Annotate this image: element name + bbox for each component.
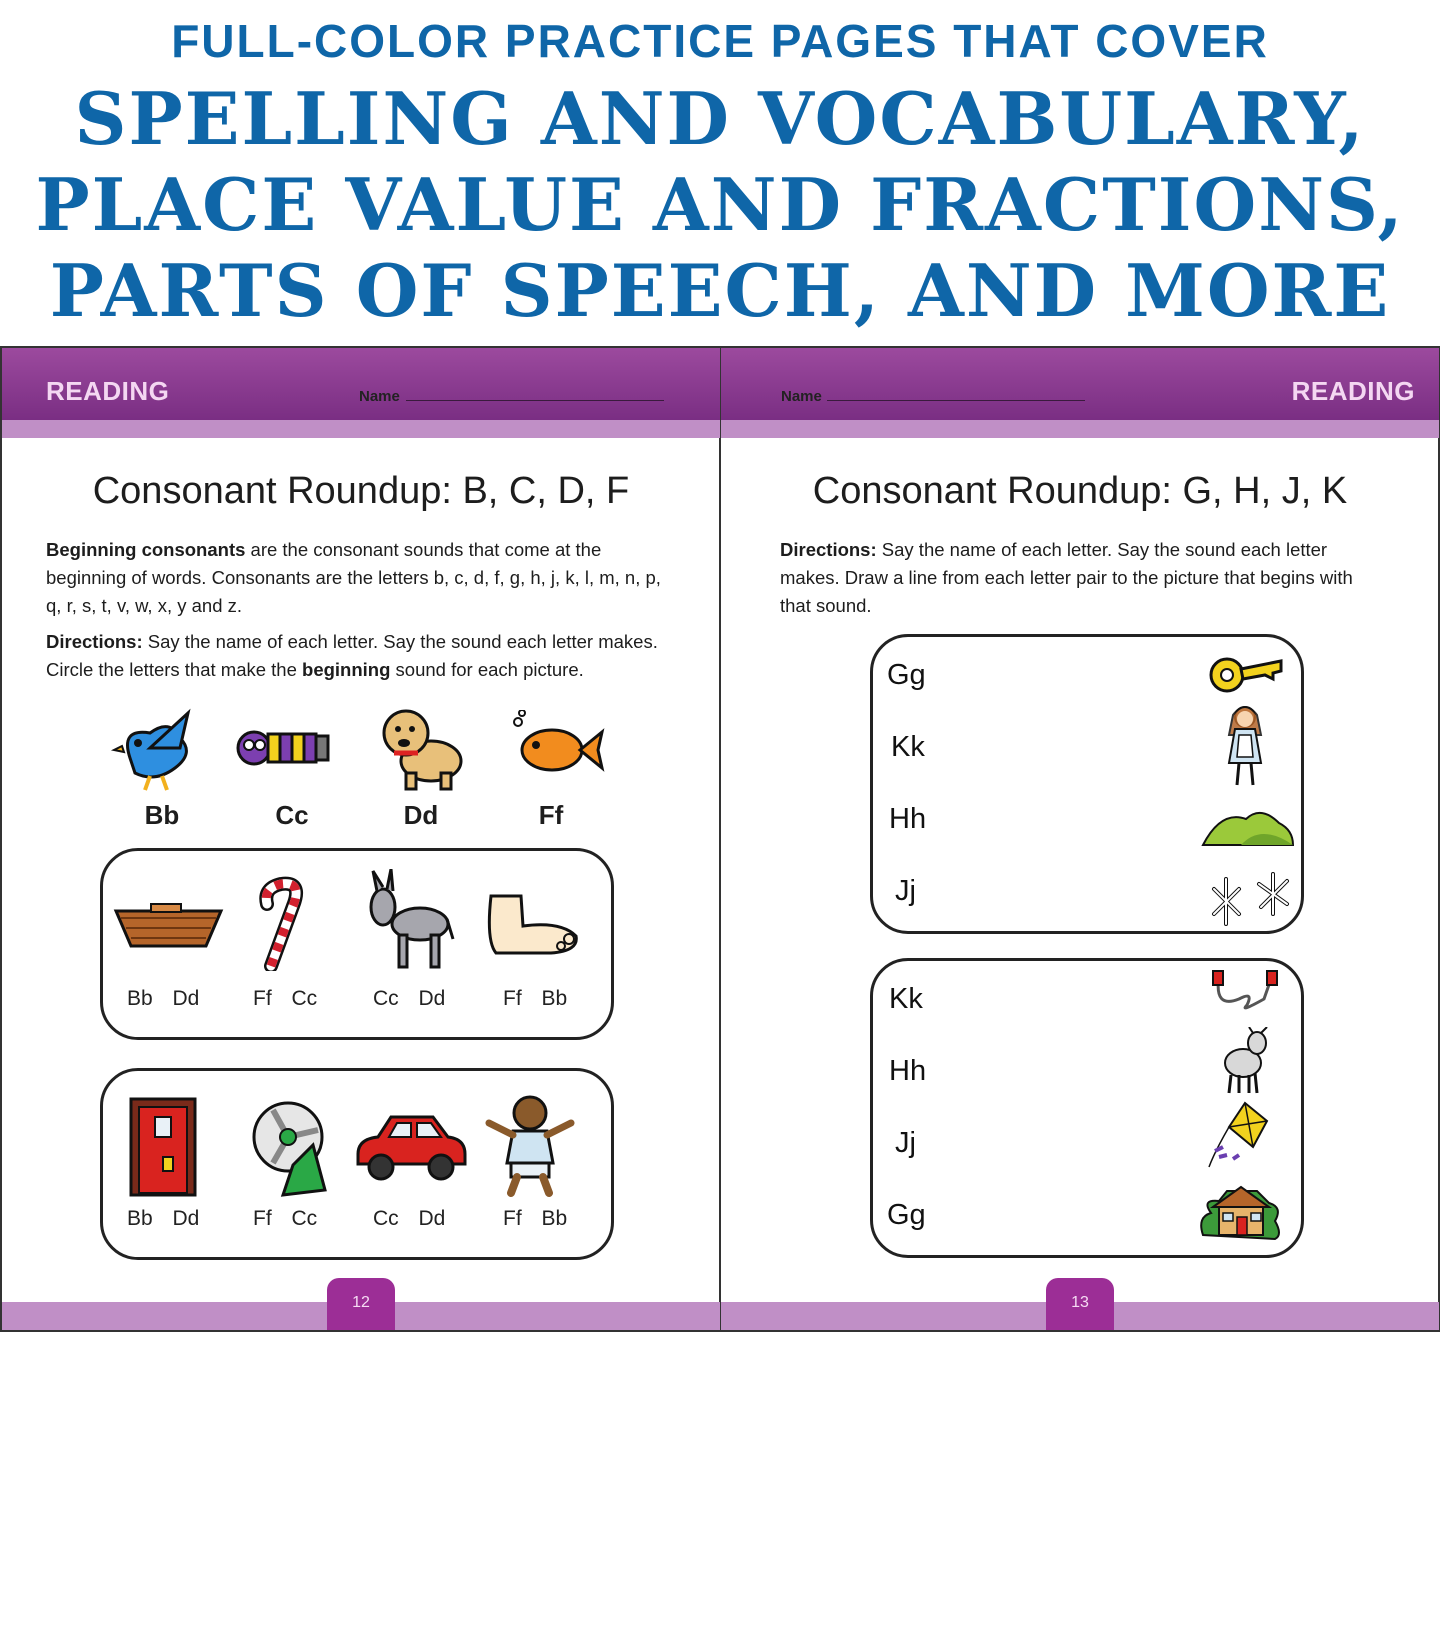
fan-picture bbox=[243, 1095, 338, 1200]
headline-line-2: PLACE VALUE AND FRACTIONS, bbox=[35, 162, 1405, 247]
boy-picture bbox=[483, 1093, 578, 1198]
directions-bold: Directions: bbox=[46, 631, 143, 652]
directions-text-2c: sound for each picture. bbox=[390, 659, 584, 680]
kite-picture[interactable] bbox=[1205, 1101, 1275, 1171]
key-picture[interactable] bbox=[1209, 647, 1284, 697]
letter-hh[interactable]: Hh bbox=[889, 1055, 927, 1087]
house-picture[interactable] bbox=[1197, 1177, 1282, 1242]
boy-icon bbox=[483, 1093, 578, 1198]
key-label-bb: Bb bbox=[144, 800, 180, 830]
dog-icon bbox=[376, 703, 471, 793]
intro-text-line-2: beginning of words. Consonants are the letters b, c, d, f, g, h, j, k, l, m, n, p, bbox=[46, 567, 661, 588]
goat-picture[interactable] bbox=[1213, 1027, 1273, 1097]
door-icon bbox=[127, 1097, 199, 1197]
choice-candy-cane[interactable]: Ff Cc bbox=[253, 987, 318, 1010]
foot-picture bbox=[481, 891, 581, 961]
directions-text: Say the name of each letter. Say the sound each letter bbox=[876, 539, 1328, 560]
car-picture bbox=[353, 1109, 468, 1184]
jump-rope-picture[interactable] bbox=[1209, 969, 1279, 1014]
boat-icon bbox=[111, 896, 226, 956]
choice-boat[interactable]: Bb Dd bbox=[127, 987, 200, 1010]
page-title: Consonant Roundup: B, C, D, F bbox=[92, 470, 630, 512]
dog-picture bbox=[376, 703, 471, 793]
jacks-icon bbox=[1199, 869, 1299, 929]
section-label: READING bbox=[46, 376, 170, 406]
intro-text: are the consonant sounds that come at the bbox=[245, 539, 602, 560]
jump-rope-icon bbox=[1209, 969, 1279, 1014]
directions-bold: Directions: bbox=[780, 539, 877, 560]
page-header-band bbox=[2, 420, 720, 438]
choice-fan[interactable]: Ff Cc bbox=[253, 1207, 318, 1230]
intro-paragraph bbox=[46, 536, 696, 620]
key-label-dd: Dd bbox=[403, 800, 439, 830]
jacks-picture[interactable] bbox=[1199, 869, 1299, 929]
directions-text-2a: Circle the letters that make the bbox=[46, 659, 303, 680]
name-line[interactable] bbox=[827, 400, 1085, 401]
name-label: Name bbox=[781, 388, 822, 405]
page-header-band bbox=[721, 420, 1439, 438]
fan-icon bbox=[243, 1095, 338, 1200]
directions-bold-beginning: beginning bbox=[302, 659, 391, 680]
house-icon bbox=[1197, 1177, 1282, 1242]
directions-text: Say the name of each letter. Say the sound each letter makes. bbox=[142, 631, 658, 652]
section-label: READING bbox=[1291, 376, 1415, 406]
candy-cane-picture bbox=[253, 876, 318, 971]
exercise-box-1 bbox=[100, 848, 614, 1040]
key-label-ff: Ff bbox=[538, 800, 564, 830]
name-label: Name bbox=[359, 388, 400, 405]
fish-picture bbox=[510, 710, 605, 785]
page-number: 13 bbox=[1046, 1278, 1114, 1330]
exercise-box-2 bbox=[100, 1068, 614, 1260]
fish-icon bbox=[510, 710, 605, 785]
workbook-spread bbox=[0, 346, 1440, 1332]
left-page bbox=[2, 348, 720, 1330]
girl-picture[interactable] bbox=[1223, 705, 1268, 790]
door-picture bbox=[127, 1097, 199, 1197]
bird-icon bbox=[110, 708, 200, 793]
intro-text-line-3: q, r, s, t, v, w, x, y and z. bbox=[46, 595, 243, 616]
candy-cane-icon bbox=[253, 876, 318, 971]
letter-jj[interactable]: Jj bbox=[895, 875, 916, 907]
matching-box-1 bbox=[870, 634, 1304, 934]
directions-text-line-2: makes. Draw a line from each letter pair to the picture that begins with bbox=[780, 567, 1353, 588]
choice-door[interactable]: Bb Dd bbox=[127, 1207, 200, 1230]
letter-gg[interactable]: Gg bbox=[887, 1199, 926, 1231]
right-page bbox=[721, 348, 1439, 1330]
directions-paragraph bbox=[780, 536, 1400, 620]
key-label-cc: Cc bbox=[275, 800, 309, 830]
choice-boy[interactable]: Ff Bb bbox=[503, 1207, 568, 1230]
choice-foot[interactable]: Ff Bb bbox=[503, 987, 568, 1010]
page-title: Consonant Roundup: G, H, J, K bbox=[812, 470, 1348, 512]
intro-bold: Beginning consonants bbox=[46, 539, 246, 560]
headline-kicker: FULL-COLOR PRACTICE PAGES THAT COVER bbox=[171, 15, 1269, 67]
boat-picture bbox=[111, 896, 226, 956]
caterpillar-icon bbox=[236, 720, 336, 780]
donkey-picture bbox=[365, 869, 455, 974]
headline-line-1: SPELLING AND VOCABULARY, bbox=[74, 76, 1366, 161]
letter-kk[interactable]: Kk bbox=[889, 983, 923, 1015]
letter-jj[interactable]: Jj bbox=[895, 1127, 916, 1159]
choice-car[interactable]: Cc Dd bbox=[373, 1207, 446, 1230]
key-icon bbox=[1209, 647, 1284, 697]
caterpillar-picture bbox=[236, 720, 336, 780]
girl-icon bbox=[1223, 705, 1268, 790]
directions-paragraph bbox=[46, 628, 696, 684]
name-line[interactable] bbox=[406, 400, 664, 401]
foot-icon bbox=[481, 891, 581, 961]
letter-kk[interactable]: Kk bbox=[891, 731, 925, 763]
goat-icon bbox=[1213, 1027, 1273, 1097]
letter-gg[interactable]: Gg bbox=[887, 659, 926, 691]
directions-text-line-3: that sound. bbox=[780, 595, 872, 616]
matching-box-2 bbox=[870, 958, 1304, 1258]
bird-picture bbox=[110, 708, 200, 793]
car-icon bbox=[353, 1109, 468, 1184]
headline-line-3: PARTS OF SPEECH, AND MORE bbox=[49, 248, 1391, 333]
hill-icon bbox=[1201, 805, 1296, 850]
choice-donkey[interactable]: Cc Dd bbox=[373, 987, 446, 1010]
hill-picture[interactable] bbox=[1201, 805, 1296, 850]
letter-hh[interactable]: Hh bbox=[889, 803, 927, 835]
kite-icon bbox=[1205, 1101, 1275, 1171]
page-number: 12 bbox=[327, 1278, 395, 1330]
donkey-icon bbox=[365, 869, 455, 974]
